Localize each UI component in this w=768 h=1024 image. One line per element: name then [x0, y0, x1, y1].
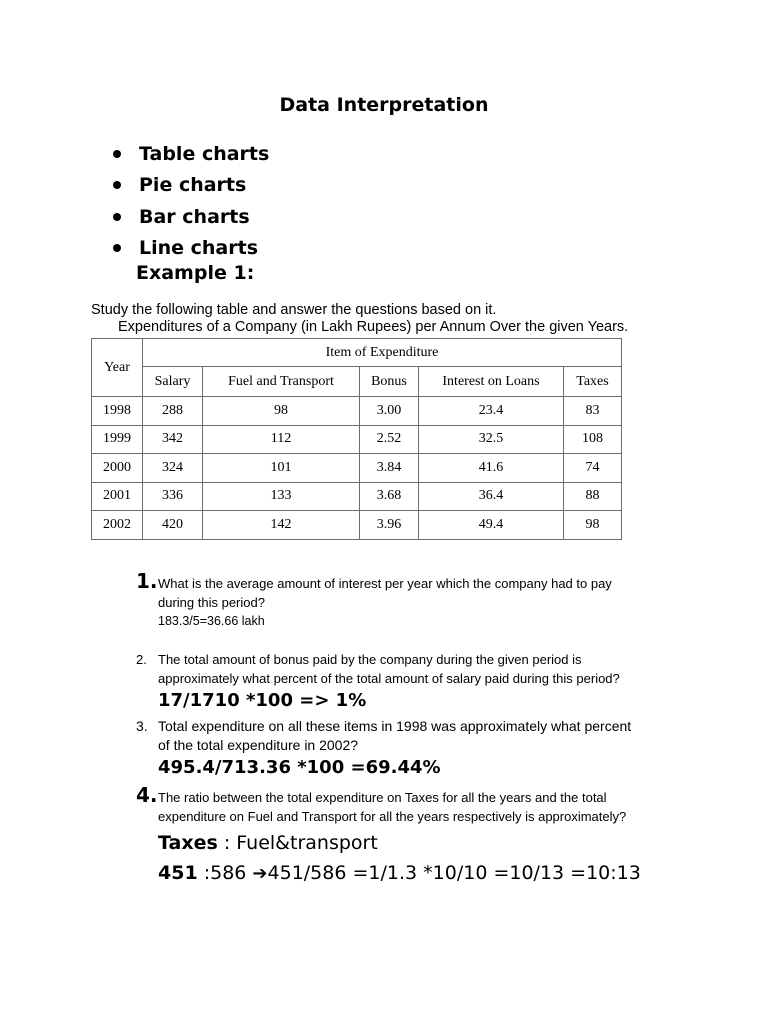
- question-answer: 495.4/713.36 *100 =69.44%: [158, 757, 441, 778]
- table-cell: 32.5: [419, 425, 564, 454]
- table-cell: 98: [564, 511, 622, 540]
- column-header: Fuel and Transport: [203, 367, 360, 397]
- question-3: [136, 717, 631, 781]
- column-header: Taxes: [564, 367, 622, 397]
- table-row: [92, 454, 622, 483]
- list-item: [110, 170, 269, 202]
- table-cell: 101: [203, 454, 360, 483]
- table-cell: 336: [143, 482, 203, 511]
- question-text: approximately what percent of the total amount of salary paid during this period?: [158, 671, 620, 686]
- bullet-icon: [113, 181, 121, 189]
- table-cell: 2.52: [360, 425, 419, 454]
- question-4-answer-line-2: [158, 862, 641, 884]
- answer-part: 451/586 =1/1.3 *10/10 =10/13 =10:13: [267, 862, 641, 884]
- table-cell: 98: [203, 397, 360, 426]
- question-text: Total expenditure on all these items in 1998 was approximately what percent: [158, 718, 632, 734]
- arrow-right-icon: ➔: [252, 863, 268, 884]
- example-heading: Example 1:: [136, 262, 255, 284]
- question-number: 4.: [136, 783, 158, 807]
- table-cell: 324: [143, 454, 203, 483]
- table-cell: 108: [564, 425, 622, 454]
- expenditure-table: [91, 338, 622, 540]
- chart-types-list: [110, 138, 269, 264]
- table-row: [92, 425, 622, 454]
- question-number: 2.: [136, 652, 147, 667]
- column-header: Interest on Loans: [419, 367, 564, 397]
- table-cell: 3.84: [360, 454, 419, 483]
- table-cell: 288: [143, 397, 203, 426]
- question-4: [136, 783, 627, 826]
- question-1: [136, 569, 612, 631]
- table-cell: 133: [203, 482, 360, 511]
- answer-part: : Fuel&transport: [217, 832, 378, 854]
- page-title: Data Interpretation: [279, 94, 489, 116]
- group-header: Item of Expenditure: [143, 339, 622, 367]
- table-cell: 83: [564, 397, 622, 426]
- bullet-icon: [113, 150, 121, 158]
- table-cell: 3.00: [360, 397, 419, 426]
- list-item-label: Bar charts: [139, 205, 250, 228]
- question-text: during this period?: [158, 595, 265, 610]
- list-item-label: Table charts: [139, 142, 270, 165]
- year-cell: 1998: [92, 397, 143, 426]
- bullet-icon: [113, 213, 121, 221]
- table-row: [92, 482, 622, 511]
- table-cell: 3.68: [360, 482, 419, 511]
- year-cell: 1999: [92, 425, 143, 454]
- bullet-icon: [113, 244, 121, 252]
- list-item: [110, 138, 269, 170]
- year-cell: 2001: [92, 482, 143, 511]
- table-cell: 49.4: [419, 511, 564, 540]
- question-answer: 183.3/5=36.66 lakh: [158, 614, 265, 628]
- table-row: [92, 511, 622, 540]
- answer-part: :586: [197, 862, 253, 884]
- table-cell: 112: [203, 425, 360, 454]
- table-caption: Expenditures of a Company (in Lakh Rupees) per Annum Over the given Years.: [118, 319, 629, 335]
- year-header: Year: [92, 339, 143, 397]
- column-header: Salary: [143, 367, 203, 397]
- question-text: The total amount of bonus paid by the company during the given period is: [158, 652, 582, 667]
- answer-part: Taxes: [158, 832, 218, 854]
- question-2: [136, 650, 620, 714]
- table-cell: 74: [564, 454, 622, 483]
- table-cell: 88: [564, 482, 622, 511]
- table-cell: 36.4: [419, 482, 564, 511]
- list-item-label: Pie charts: [139, 174, 247, 197]
- table-cell: 3.96: [360, 511, 419, 540]
- list-item: [110, 201, 269, 233]
- list-item-label: Line charts: [139, 237, 259, 260]
- table-cell: 420: [143, 511, 203, 540]
- year-cell: 2002: [92, 511, 143, 540]
- question-text: The ratio between the total expenditure on Taxes for all the years and the total: [158, 790, 607, 805]
- table-row: [92, 397, 622, 426]
- question-text: of the total expenditure in 2002?: [158, 737, 359, 753]
- question-text: What is the average amount of interest per year which the company had to pay: [158, 576, 612, 591]
- table-cell: 342: [143, 425, 203, 454]
- question-4-answer-line-1: [158, 832, 378, 855]
- list-item: [110, 233, 269, 265]
- column-header: Bonus: [360, 367, 419, 397]
- question-number: 1.: [136, 569, 158, 593]
- question-text: expenditure on Fuel and Transport for all the years respectively is approximately?: [158, 809, 627, 824]
- table-cell: 23.4: [419, 397, 564, 426]
- question-answer: 17/1710 *100 => 1%: [158, 690, 367, 711]
- intro-text: Study the following table and answer the questions based on it.: [91, 302, 497, 318]
- answer-part: 451: [158, 862, 198, 884]
- year-cell: 2000: [92, 454, 143, 483]
- table-cell: 41.6: [419, 454, 564, 483]
- question-number: 3.: [136, 718, 148, 734]
- table-cell: 142: [203, 511, 360, 540]
